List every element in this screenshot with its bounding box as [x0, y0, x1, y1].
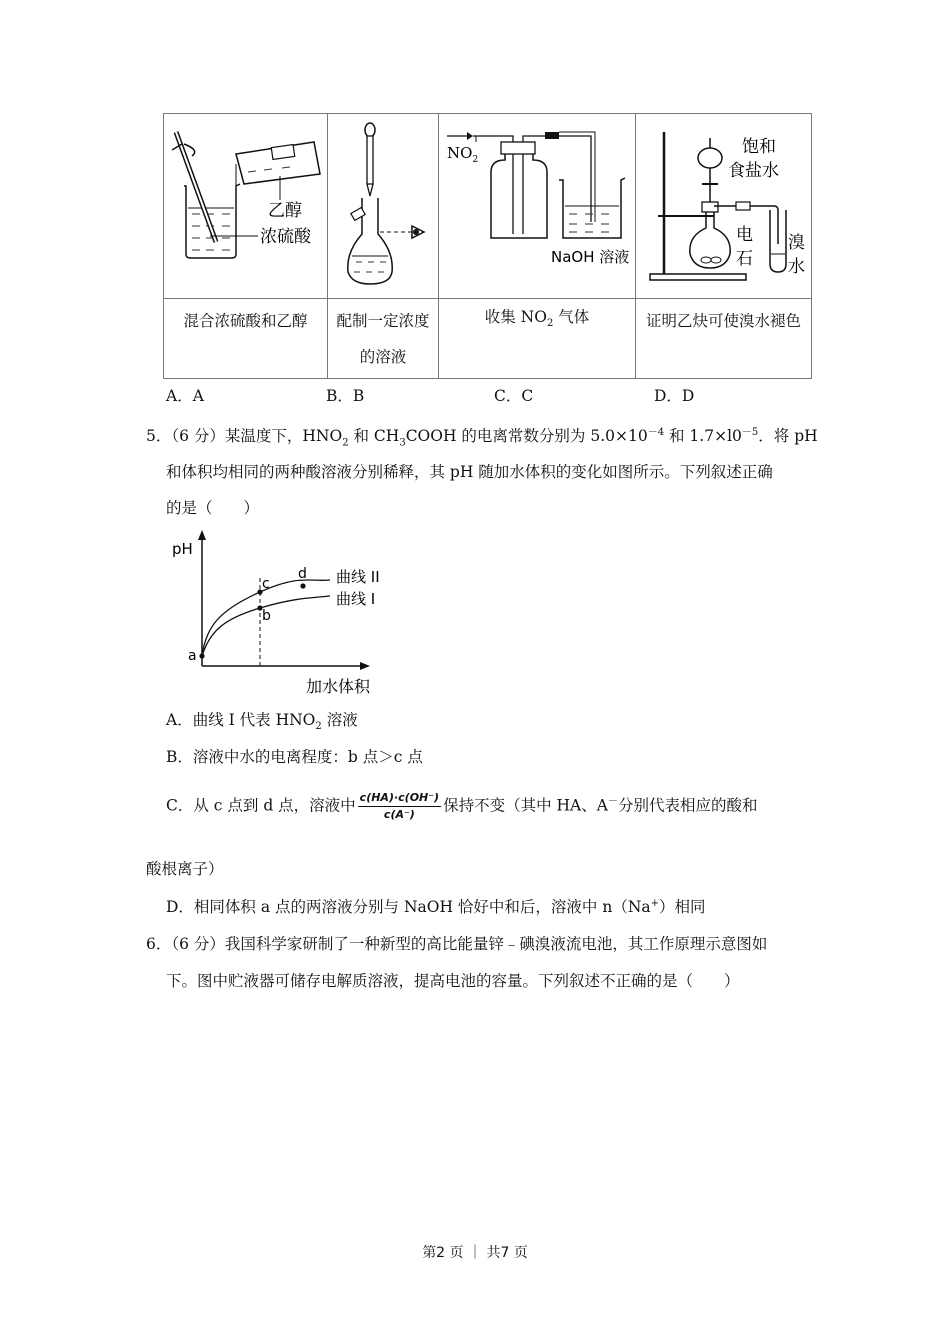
y-axis-arrow: [198, 530, 206, 540]
mixing-apparatus-figure: [164, 114, 327, 294]
brine-label-1: 饱和: [742, 137, 776, 157]
q5-stem-line3: 的是（ ）: [166, 499, 260, 517]
no2-label: $NO_2$: [447, 144, 479, 165]
caption-a: 混合浓硫酸和乙醇: [164, 299, 328, 379]
q5-option-a[interactable]: A．曲线 Ⅰ 代表 $HNO_2$ 溶液: [166, 711, 358, 733]
point-a: [199, 653, 204, 658]
caption-b: 配制一定浓度 的溶液: [328, 299, 439, 379]
cell-mixing-diagram: [164, 114, 328, 299]
curve-ii-label: 曲线 II: [336, 568, 380, 586]
x-axis-label: 加水体积: [306, 677, 371, 696]
q5-option-c[interactable]: C．从 c 点到 d 点，溶液中 $\frac{c(HA)\cdot c(OH^-)}{c(A^-)}$ 保持不变（其中 HA、A－分别代表相应的酸和: [166, 791, 758, 821]
conc-h2so4-label: 浓硫酸: [260, 227, 311, 247]
curve-i-label: 曲线 I: [336, 590, 376, 608]
caption-d: 证明乙炔可使溴水褪色: [636, 299, 812, 379]
q5-stem-line1: 5．（6 分）某温度下，$HNO_2$ 和 $CH_3COOH$ 的电离常数分别为 $5.0\times 10^{-4}$ 和 $1.7\times l0^{-5}$．将 pH: [146, 427, 818, 449]
q5-option-c-cont: 酸根离子）: [146, 860, 224, 878]
curve-i: [202, 596, 330, 656]
y-axis-label: pH: [172, 540, 193, 558]
cell-volumetric-diagram: [328, 114, 439, 299]
carbide-label-2: 石: [736, 249, 753, 269]
q4-option-d[interactable]: D．D: [654, 387, 695, 405]
caption-c: 收集 $NO_2$ 气体: [439, 299, 636, 379]
q4-option-c[interactable]: C．C: [494, 387, 534, 405]
x-axis-arrow: [360, 662, 370, 670]
point-d: [300, 583, 305, 588]
naoh-label: NaOH 溶液: [551, 248, 630, 266]
point-c-label: c: [262, 576, 270, 592]
volumetric-flask-figure: [328, 114, 438, 294]
q5-stem-line2: 和体积均相同的两种酸溶液分别稀释，其 pH 随加水体积的变化如图所示。下列叙述正确: [166, 463, 773, 481]
q5-option-b[interactable]: B．溶液中水的电离程度：b 点＞c 点: [166, 748, 423, 766]
point-b-label: b: [262, 608, 271, 624]
cell-no2-diagram: [439, 114, 636, 299]
no2-collection-figure: [439, 114, 635, 294]
q5-option-d[interactable]: D．相同体积 a 点的两溶液分别与 NaOH 恰好中和后，溶液中 n（Na+）相同: [166, 897, 706, 916]
bromine-label-2: 水: [788, 257, 805, 277]
q4-option-a[interactable]: A．A: [166, 387, 204, 405]
q6-stem-line1: 6．（6 分）我国科学家研制了一种新型的高比能量锌﹣碘溴液流电池，其工作原理示意图如: [146, 935, 768, 953]
fraction-expression: $\frac{c(HA)\cdot c(OH^-)}{c(A^-)}$: [359, 791, 440, 821]
bromine-label-1: 溴: [788, 233, 805, 253]
experiment-table: [163, 113, 812, 379]
point-a-label: a: [188, 648, 197, 664]
ph-dilution-graph: [160, 526, 400, 698]
q4-options: [166, 384, 806, 404]
q4-option-b[interactable]: B．B: [326, 387, 365, 405]
q6-stem-line2: 下。图中贮液器可储存电解质溶液，提高电池的容量。下列叙述不正确的是（ ）: [166, 972, 740, 990]
ethanol-label: 乙醇: [268, 201, 302, 221]
point-d-label: d: [298, 566, 307, 582]
acetylene-apparatus-figure: [636, 114, 811, 294]
carbide-label-1: 电: [736, 225, 753, 245]
page-footer: 第2 页 ｜ 共7 页: [422, 1245, 528, 1261]
cell-acetylene-diagram: [636, 114, 812, 299]
brine-label-2: 食盐水: [728, 161, 779, 181]
